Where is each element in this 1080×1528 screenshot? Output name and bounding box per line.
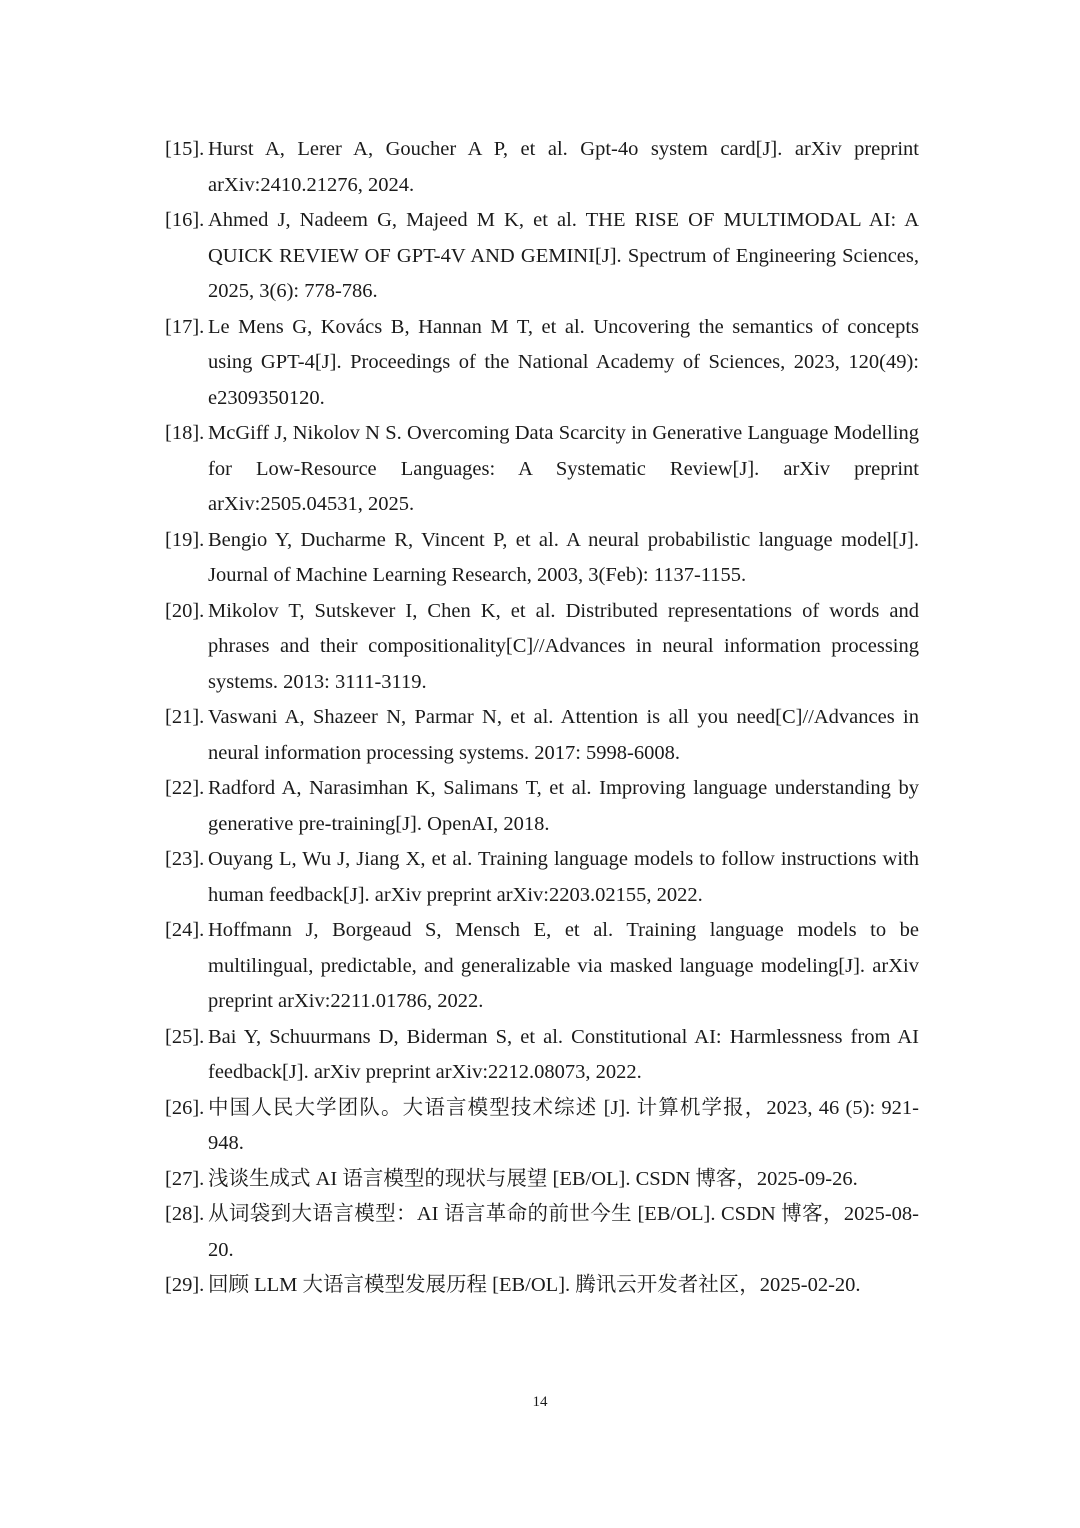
- reference-number: [18].: [165, 422, 205, 444]
- reference-number: [19].: [165, 528, 205, 551]
- page-number: 14: [532, 1394, 548, 1410]
- reference-item: [165, 771, 919, 842]
- reference-item: [165, 1268, 919, 1304]
- reference-number: [23].: [165, 848, 205, 870]
- reference-item: [165, 203, 919, 310]
- reference-text: Bengio Y, Ducharme R, Vincent P, et al. A neural probabilistic language model[J]. Journal of Machine Learning Research, 2003, 3(Feb): 1137-1155.: [208, 528, 919, 586]
- reference-text: Hoffmann J, Borgeaud S, Mensch E, et al. Training language models to be multilingual, predictable, and generalizable via masked language modeling[J]. arXiv preprint arXiv:2211.01786, 2022.: [208, 919, 919, 1012]
- reference-item: [165, 594, 919, 701]
- reference-number: [15].: [165, 138, 205, 160]
- reference-number: [17].: [165, 315, 205, 338]
- reference-number: [25].: [165, 1025, 205, 1048]
- reference-text: 浅谈生成式 AI 语言模型的现状与展望 [EB/OL]. CSDN 博客，2025-09-26.: [208, 1167, 858, 1190]
- reference-text: Le Mens G, Kovács B, Hannan M T, et al. Uncovering the semantics of concepts using GPT-4[J]. Proceedings of the National Academy of Sciences, 2023, 120(49): e2309350120.: [208, 315, 919, 409]
- reference-text: Vaswani A, Shazeer N, Parmar N, et al. Attention is all you need[C]//Advances in neural information processing systems. 2017: 5998-6008.: [208, 706, 919, 764]
- reference-text: 中国人民大学团队。大语言模型技术综述 [J]. 计算机学报，2023, 46 (5): 921-948.: [208, 1096, 919, 1154]
- reference-item: [165, 132, 919, 203]
- reference-item: [165, 700, 919, 771]
- reference-number: [27].: [165, 1167, 205, 1190]
- reference-number: [24].: [165, 919, 205, 941]
- reference-text: Radford A, Narasimhan K, Salimans T, et al. Improving language understanding by generative pre-training[J]. OpenAI, 2018.: [208, 777, 919, 835]
- reference-number: [28].: [165, 1203, 205, 1225]
- reference-text: 回顾 LLM 大语言模型发展历程 [EB/OL]. 腾讯云开发者社区，2025-02-20.: [208, 1274, 861, 1296]
- reference-number: [29].: [165, 1274, 205, 1296]
- reference-text: Ouyang L, Wu J, Jiang X, et al. Training language models to follow instructions with human feedback[J]. arXiv preprint arXiv:2203.02155, 2022.: [208, 848, 919, 906]
- reference-number: [26].: [165, 1096, 205, 1119]
- reference-list: [165, 132, 919, 1304]
- reference-text: Bai Y, Schuurmans D, Biderman S, et al. Constitutional AI: Harmlessness from AI feedback[J]. arXiv preprint arXiv:2212.08073, 2022.: [208, 1025, 919, 1083]
- reference-item: [165, 1197, 919, 1268]
- reference-text: McGiff J, Nikolov N S. Overcoming Data Scarcity in Generative Language Modelling for Low-Resource Languages: A Systematic Review[J]. arXiv preprint arXiv:2505.04531, 2025.: [208, 422, 919, 515]
- reference-number: [22].: [165, 777, 205, 799]
- reference-text: 从词袋到大语言模型：AI 语言革命的前世今生 [EB/OL]. CSDN 博客，2025-08-20.: [208, 1203, 919, 1261]
- reference-number: [16].: [165, 209, 205, 231]
- reference-item: [165, 913, 919, 1020]
- reference-item: [165, 310, 919, 417]
- reference-number: [20].: [165, 599, 205, 622]
- reference-item: [165, 1020, 919, 1091]
- reference-item: [165, 1162, 919, 1198]
- reference-text: Ahmed J, Nadeem G, Majeed M K, et al. THE RISE OF MULTIMODAL AI: A QUICK REVIEW OF GPT-4V AND GEMINI[J]. Spectrum of Engineering Sciences, 2025, 3(6): 778-786.: [208, 209, 919, 302]
- reference-text: Mikolov T, Sutskever I, Chen K, et al. Distributed representations of words and phrases and their compositionality[C]//Advances in neural information processing systems. 2013: 3111-3119.: [208, 599, 919, 693]
- reference-item: [165, 842, 919, 913]
- reference-text: Hurst A, Lerer A, Goucher A P, et al. Gpt-4o system card[J]. arXiv preprint arXiv:2410.21276, 2024.: [208, 138, 919, 196]
- reference-item: [165, 416, 919, 523]
- reference-item: [165, 1091, 919, 1162]
- reference-item: [165, 523, 919, 594]
- reference-number: [21].: [165, 706, 205, 728]
